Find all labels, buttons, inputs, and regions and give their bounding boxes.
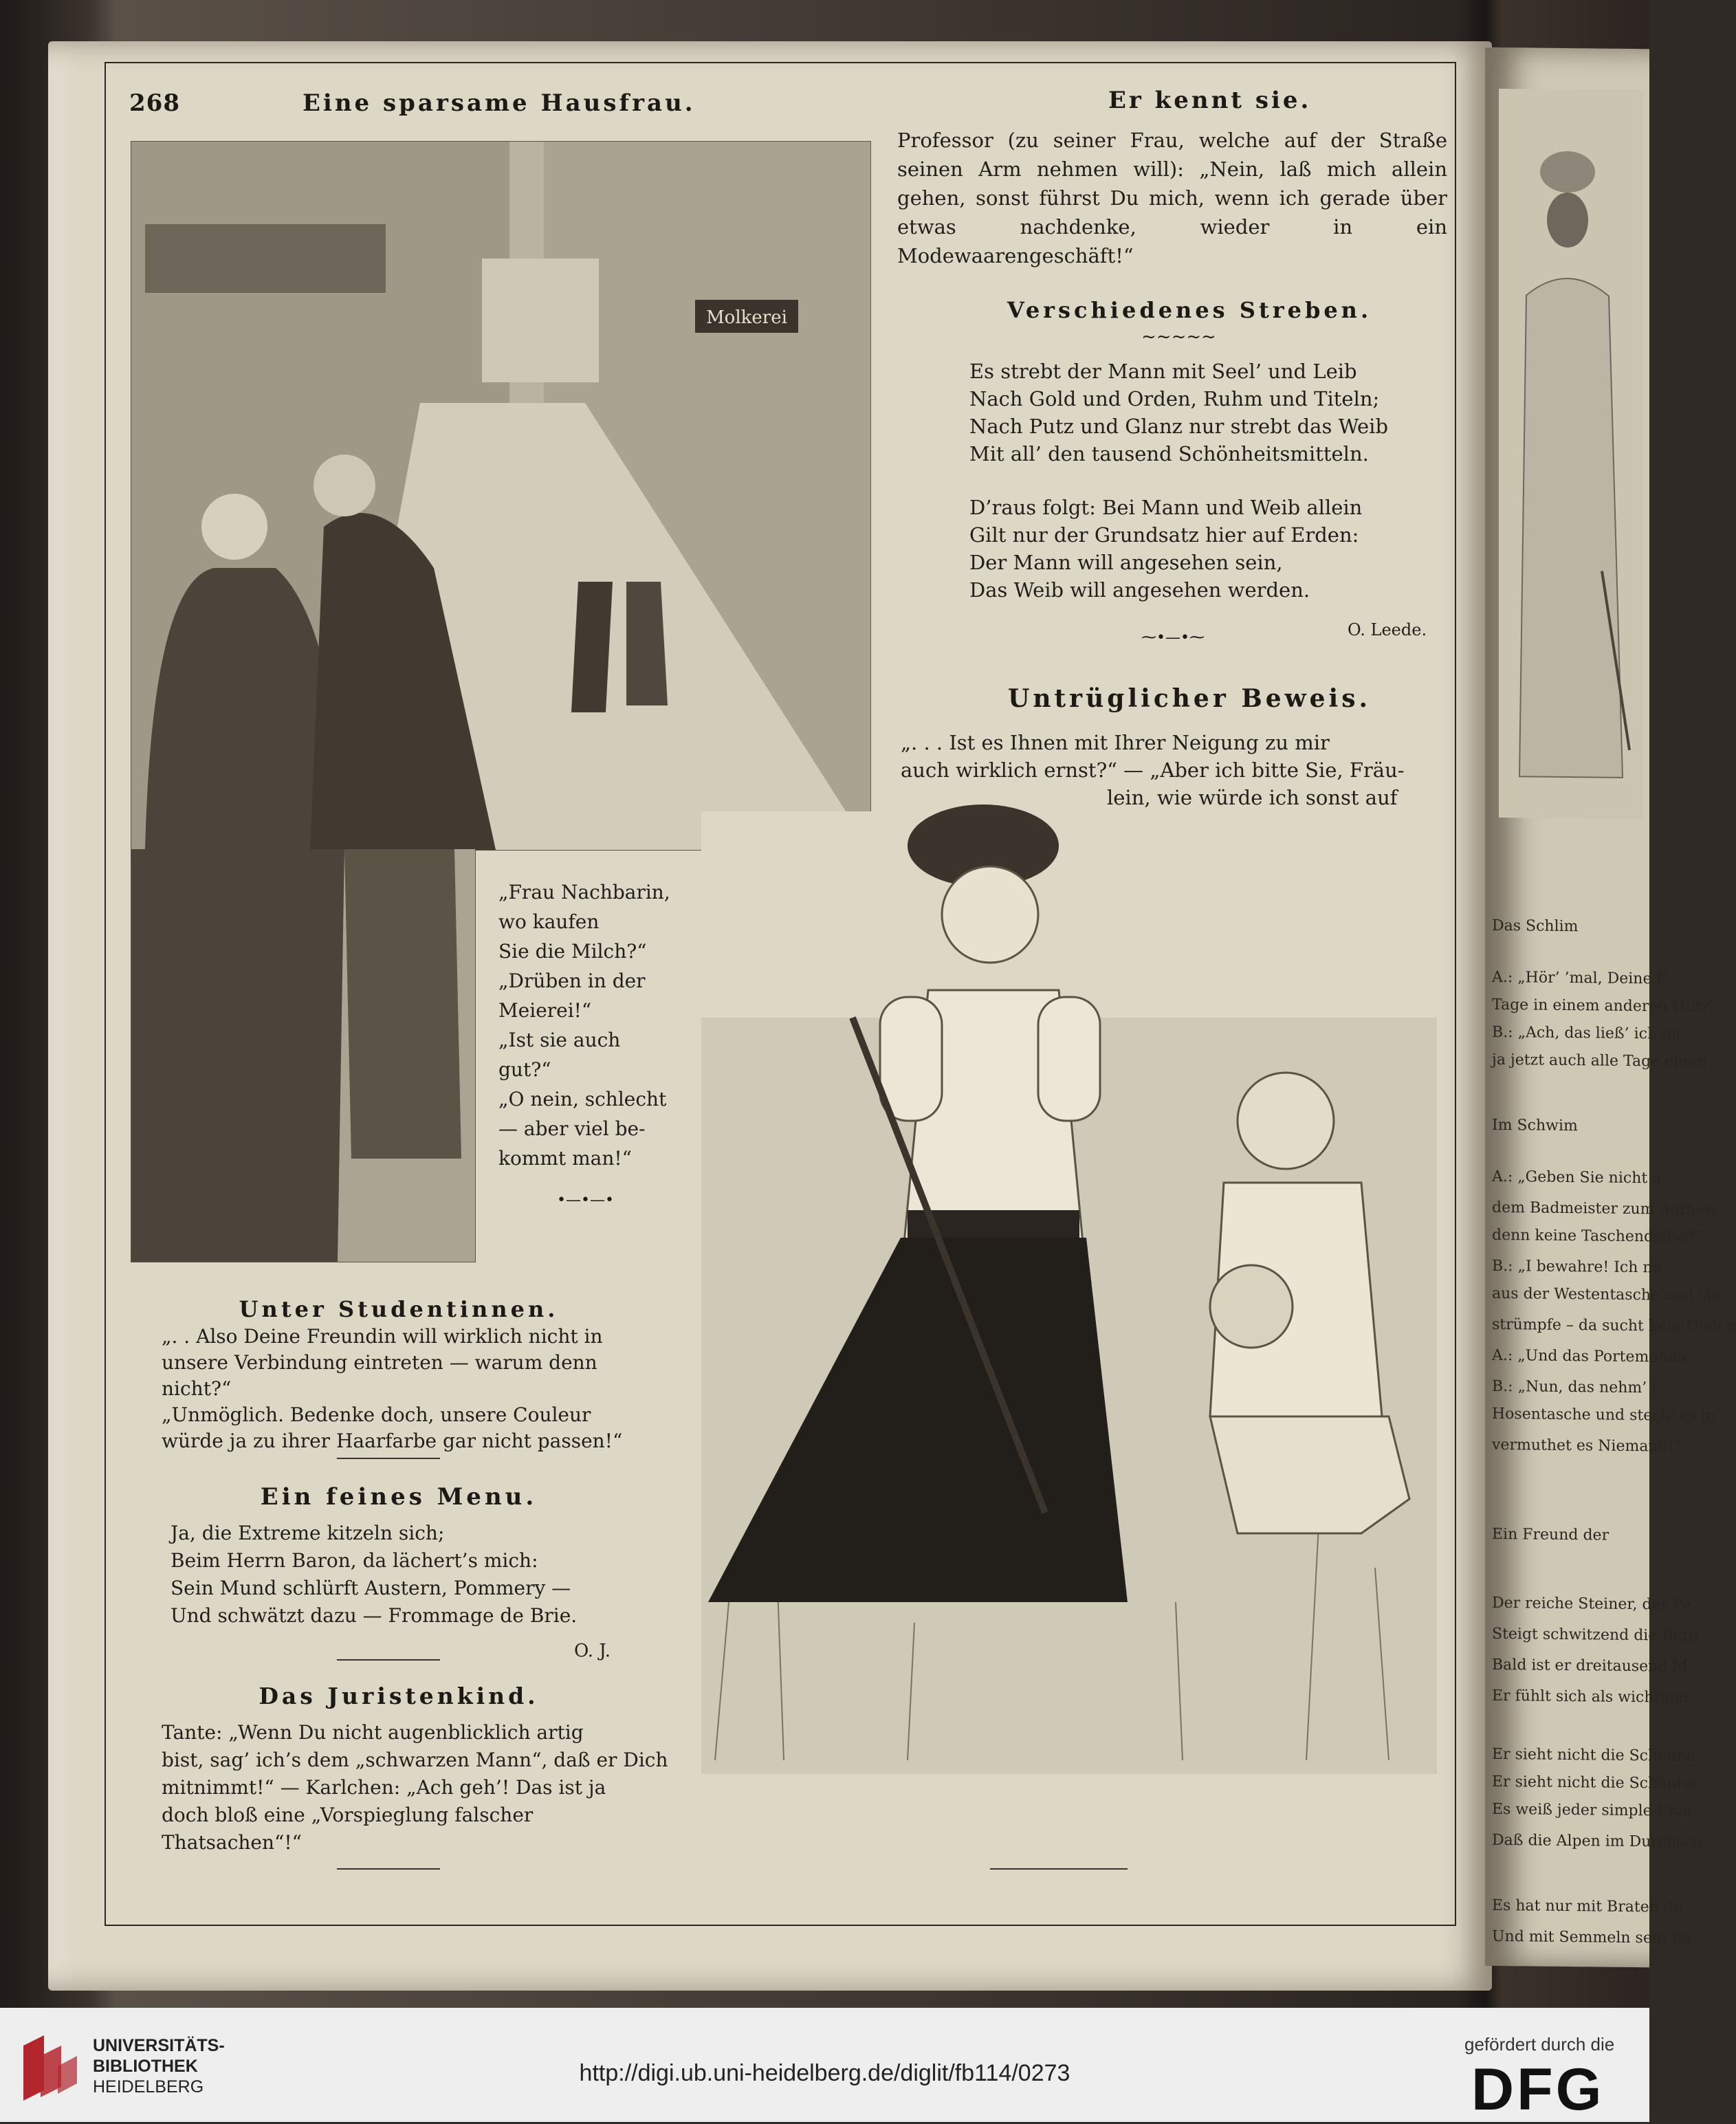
juristenkind-title: Das Juristenkind.	[259, 1683, 539, 1709]
anecdote-line: Tante: „Wenn Du nicht augenblicklich artig	[162, 1721, 584, 1744]
right-page-line: Der reiche Steiner, der Pe	[1492, 1594, 1691, 1614]
divider-1	[337, 1458, 440, 1459]
milk-shop-illustration	[131, 141, 871, 851]
juristenkind-text	[162, 1719, 670, 1857]
right-page-line: denn keine Taschendiebe?“	[1492, 1226, 1702, 1247]
anecdote-line: lein, wie würde ich sonst auf	[1107, 786, 1398, 809]
poem-line: Der Mann will angesehen sein,	[969, 551, 1283, 574]
dialog-line: „O nein, schlecht	[498, 1088, 667, 1110]
funded-by-label: gefördert durch die	[1464, 2034, 1615, 2055]
menu-author: O. J.	[574, 1641, 611, 1661]
page-number: 268	[129, 89, 180, 117]
poem-line: Und schwätzt dazu — Frommage de Brie.	[171, 1604, 578, 1627]
right-page-line: B.: „I bewahre! Ich ne	[1492, 1257, 1662, 1277]
dialog-line: kommt man!“	[498, 1147, 632, 1170]
poem-line: Nach Putz und Glanz nur strebt das Weib	[969, 415, 1389, 438]
right-page-line: vermuthet es Niemand!“	[1492, 1436, 1682, 1456]
poem-line: Nach Gold und Orden, Ruhm und Titeln;	[969, 387, 1380, 410]
ornament-2: ⁓•—•⁓	[1141, 629, 1205, 646]
right-page-line: dem Badmeister zum Aufbew	[1492, 1198, 1717, 1219]
anecdote-line: bist, sag’ ich’s dem „schwarzen Mann“, daß er Dich	[162, 1749, 668, 1771]
right-page-line: aus der Westentasche und ste	[1492, 1284, 1722, 1305]
anecdote-line: „. . Also Deine Freundin will wirklich nicht in	[162, 1325, 603, 1348]
poem-line: Gilt nur der Grundsatz hier auf Erden:	[969, 523, 1359, 547]
milk-dialog	[498, 877, 688, 1173]
right-page-line: Ein Freund der	[1492, 1525, 1609, 1544]
left-column-title: Eine sparsame Hausfrau.	[303, 89, 696, 117]
right-page-line: Er sieht nicht die Schönhe	[1492, 1745, 1695, 1765]
dialog-line: Sie die Milch?“	[498, 940, 647, 963]
verschiedenes-title: Verschiedenes Streben.	[1007, 297, 1372, 323]
right-page-line: Er fühlt sich als wichtiger	[1492, 1687, 1691, 1707]
poem-line: Sein Mund schlürft Austern, Pommery —	[171, 1577, 571, 1599]
anecdote-line: auch wirklich ernst?“ — „Aber ich bitte Sie, Fräu-	[901, 758, 1405, 782]
right-page-illustration	[1499, 89, 1643, 819]
shop-sign-text: Molkerei	[706, 307, 787, 328]
institution-line-1: UNIVERSITÄTS-	[93, 2036, 225, 2055]
dialog-line: „Frau Nachbarin, wo kaufen	[498, 881, 670, 933]
verschiedenes-stanza-2	[969, 494, 1451, 604]
poem-line: Mit all’ den tausend Schönheitsmitteln.	[969, 442, 1369, 466]
divider-3	[337, 1868, 440, 1870]
poem-line: D’raus folgt: Bei Mann und Weib allein	[969, 496, 1363, 519]
wave-ornament: ~~~~~	[1141, 327, 1216, 347]
right-page-line: Es weiß jeder simple Erzä	[1492, 1800, 1692, 1820]
right-page-line: Bald ist er dreitausend M	[1492, 1656, 1688, 1676]
right-page-line: strümpfe – da sucht kein Dieb n	[1492, 1315, 1736, 1336]
dialog-line: — aber viel be-	[498, 1117, 646, 1140]
right-page-line: Im Schwim	[1492, 1116, 1578, 1135]
institution-line-2: BIBLIOTHEK	[93, 2057, 198, 2076]
poem-line: Das Weib will angesehen werden.	[969, 578, 1310, 602]
right-page-line: A.: „Und das Portemonna	[1492, 1346, 1687, 1366]
dialog-line: „Ist sie auch	[498, 1029, 621, 1051]
right-page-line: Er sieht nicht die Schönhe	[1492, 1773, 1695, 1793]
ornament: •—•—•	[557, 1192, 614, 1209]
right-page-line: Es hat nur mit Braten de	[1492, 1896, 1682, 1916]
anecdote-line: „Unmöglich. Bedenke doch, unsere Couleur	[162, 1403, 591, 1426]
right-page-line: A.: „Hör’ ’mal, Deine F	[1492, 968, 1667, 988]
menu-text	[171, 1520, 638, 1630]
right-page-line: Daß die Alpen im Durchsch	[1492, 1831, 1703, 1852]
right-page-line: Hosentasche und steck’ es in	[1492, 1405, 1716, 1425]
right-page-line: B.: „Nun, das nehm’ i	[1492, 1377, 1657, 1397]
right-page-line: Tage in einem anderen Hut?“	[1492, 996, 1717, 1016]
anecdote-line: unsere Verbindung eintreten — warum denn nicht?“	[162, 1351, 597, 1400]
anecdote-line: „. . . Ist es Ihnen mit Ihrer Neigung zu mir	[901, 731, 1330, 754]
dfg-logo: DFG	[1471, 2057, 1605, 2123]
studentinnen-text	[162, 1324, 670, 1454]
milk-shop-illustration-lower	[131, 849, 476, 1262]
right-page-line: Das Schlim	[1492, 917, 1579, 936]
right-page-line: ja jetzt auch alle Tage einen	[1492, 1051, 1707, 1071]
institution-line-3: HEIDELBERG	[93, 2077, 204, 2096]
right-page-line: B.: „Ach, das ließ’ ich mi	[1492, 1023, 1681, 1043]
poem-line: Ja, die Extreme kitzeln sich;	[171, 1522, 445, 1544]
untrueglicher-title: Untrüglicher Beweis.	[1007, 684, 1372, 713]
verschiedenes-stanza-1	[969, 358, 1451, 468]
poem-line: Es strebt der Mann mit Seel’ und Leib	[969, 360, 1357, 383]
right-page-line: Steigt schwitzend die Berg	[1492, 1625, 1700, 1645]
right-page-line: A.: „Geben Sie nicht a	[1492, 1168, 1662, 1187]
dialog-line: „Drüben in der	[498, 970, 646, 992]
studentinnen-title: Unter Studentinnen.	[239, 1296, 559, 1322]
menu-title: Ein feines Menu.	[260, 1483, 538, 1511]
couple-illustration	[701, 811, 1437, 1774]
right-column-title: Er kennt sie.	[1108, 87, 1312, 114]
poem-line: Beim Herrn Baron, da lächert’s mich:	[171, 1549, 538, 1572]
anecdote-line: würde ja zu ihrer Haarfarbe gar nicht passen!“	[162, 1430, 623, 1452]
right-page-line: Und mit Semmeln sein Rä	[1492, 1927, 1693, 1947]
dialog-line: Meierei!“	[498, 999, 592, 1022]
divider-2	[337, 1659, 440, 1661]
book-page-right	[1485, 47, 1736, 1968]
verschiedenes-author: O. Leede.	[1348, 620, 1427, 639]
divider-4	[990, 1868, 1128, 1870]
anecdote-line: doch bloß eine „Vorspieglung falscher Thatsachen“!“	[162, 1804, 534, 1854]
permalink[interactable]: http://digi.ub.uni-heidelberg.de/diglit/fb114/0273	[579, 2060, 1070, 2086]
er-kennt-sie-text: Professor (zu seiner Frau, welche auf der Straße seinen Arm nehmen will): „Nein, laß mich allein gehen, sonst führst Du mich, wenn ich gerade über etwas nachdenke, wieder in ein Modewaarengeschäft!“	[897, 129, 1447, 267]
dialog-line: gut?“	[498, 1058, 551, 1081]
anecdote-line: mitnimmt!“ — Karlchen: „Ach geh’! Das ist ja	[162, 1776, 606, 1799]
